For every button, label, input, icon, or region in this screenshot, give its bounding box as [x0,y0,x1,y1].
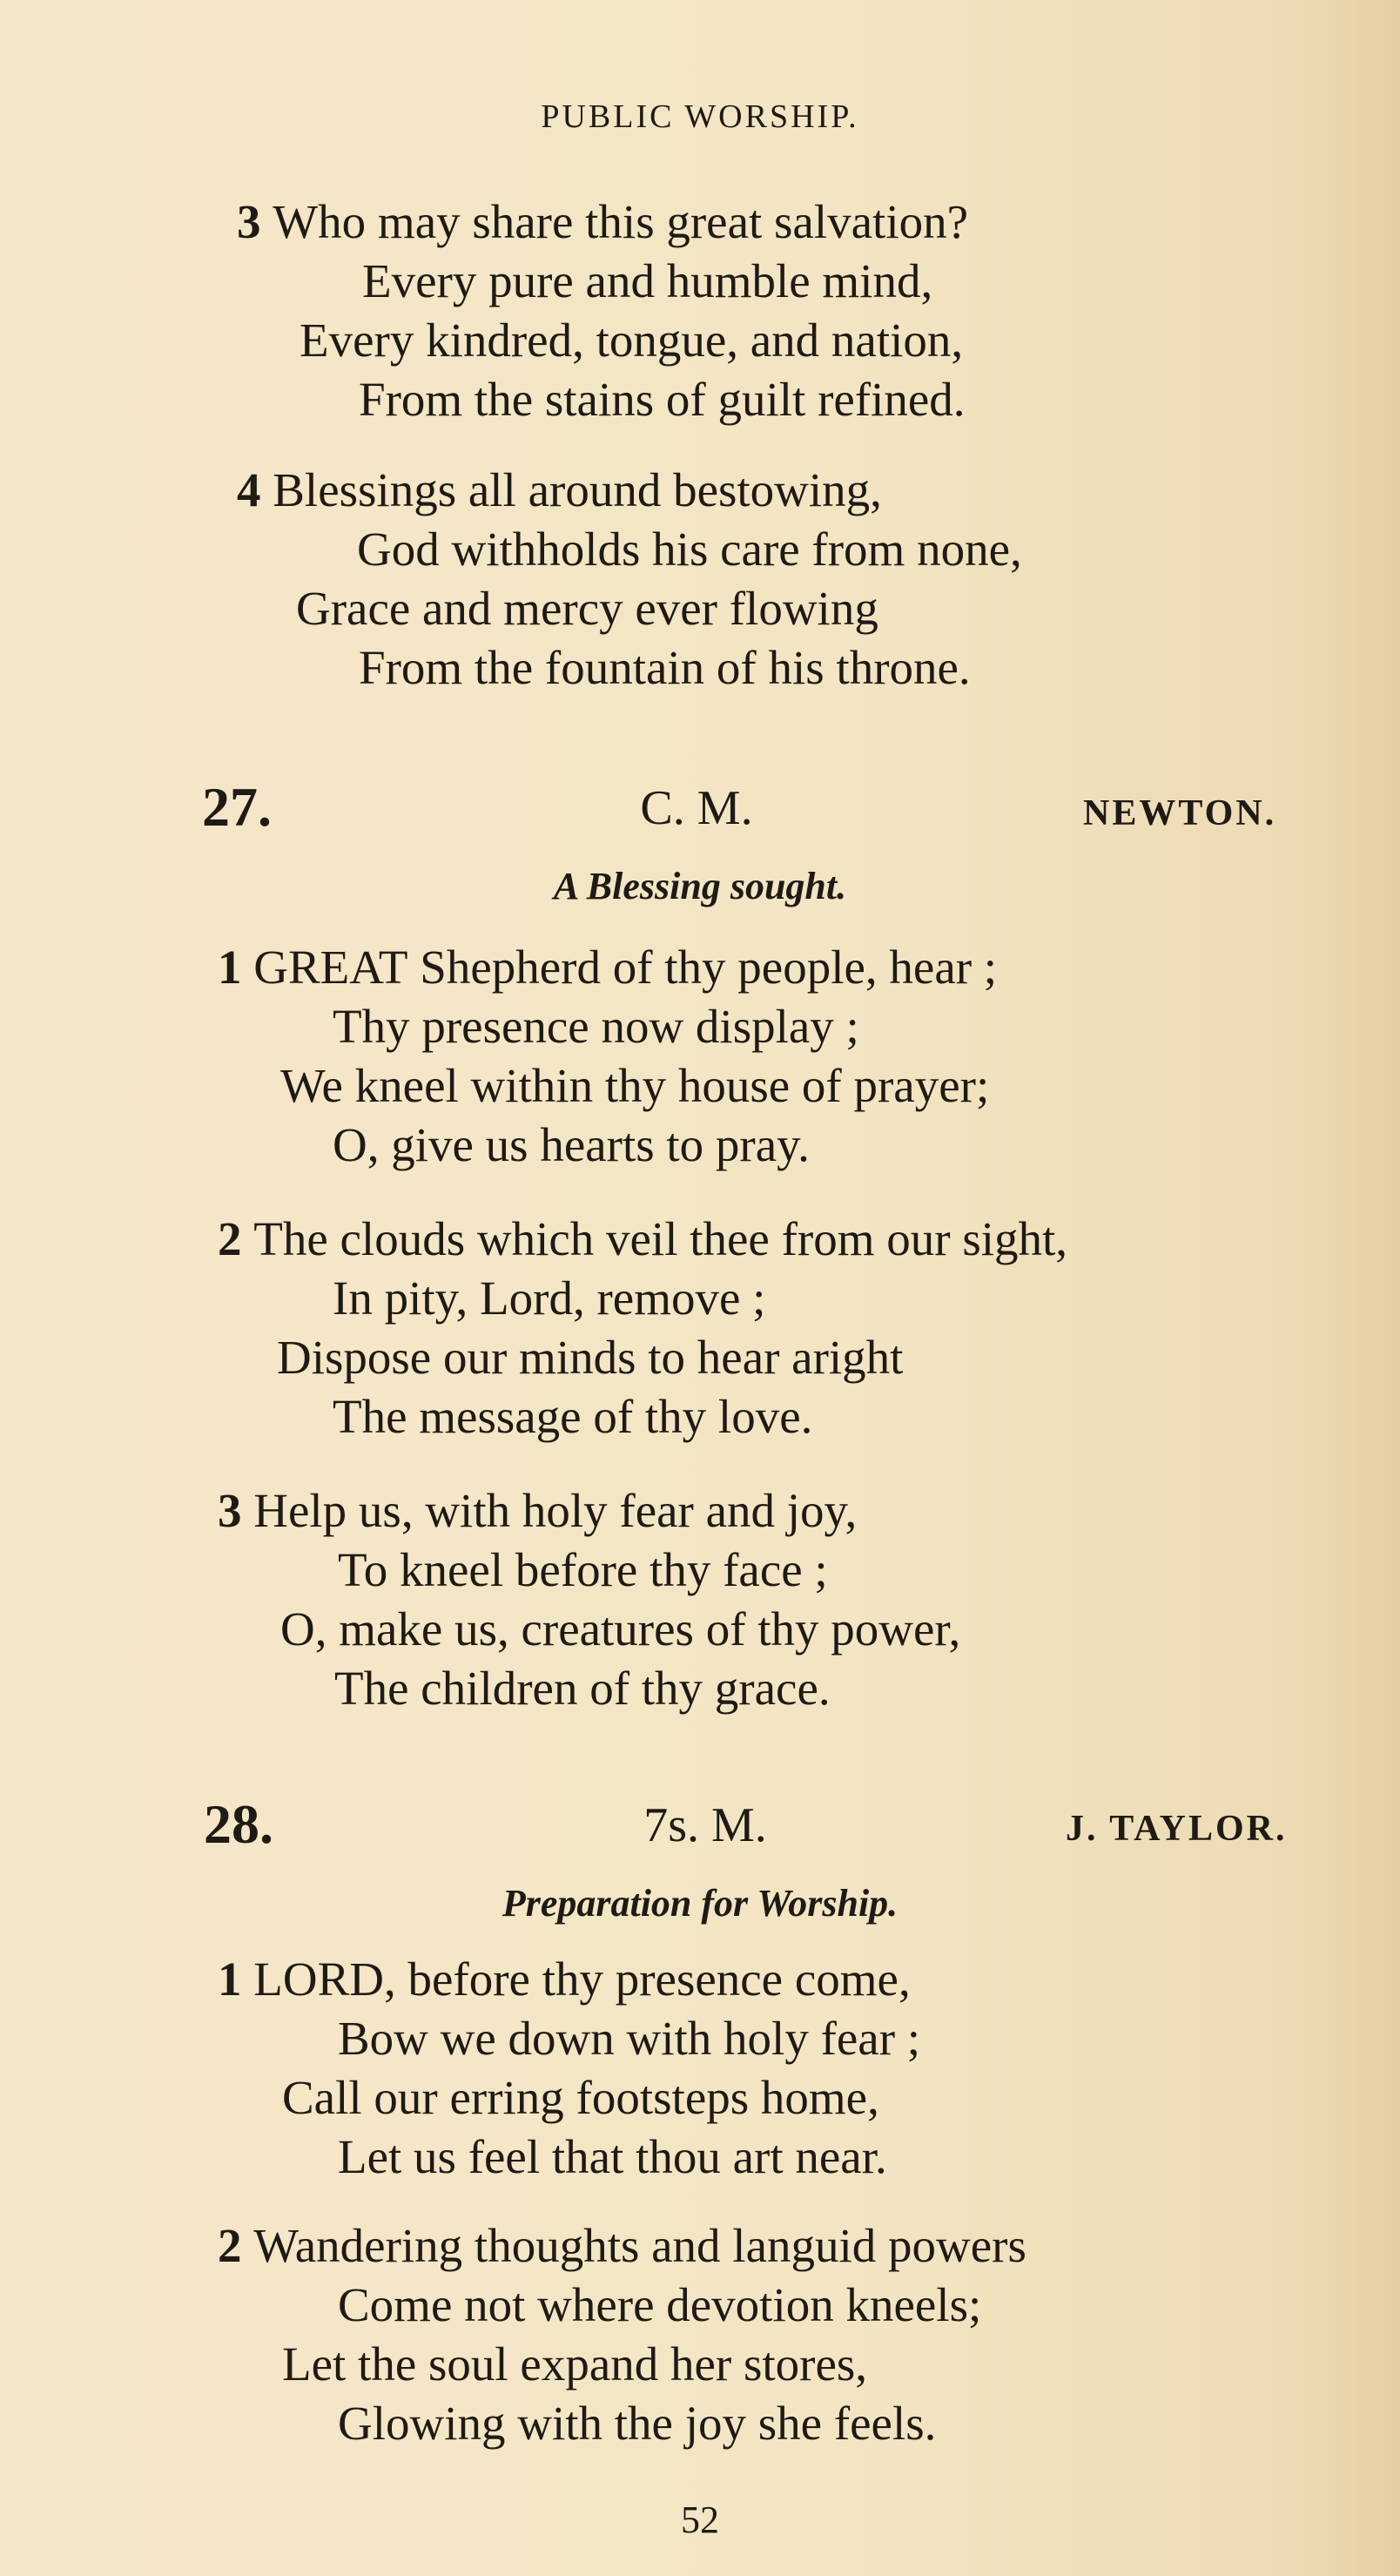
verse-line: We kneel within thy house of prayer; [280,1059,990,1112]
verse-line [218,2217,1026,2275]
verse-text: Blessings all around bestowing, [273,463,882,516]
verse-line: From the fountain of his throne. [359,641,971,694]
verse-text: Who may share this great salvation? [273,195,969,248]
verse-number: 2 [218,2219,242,2272]
verse-number: 2 [218,1212,242,1265]
verse-first-word: LORD [253,1952,384,2006]
verse-text: Shepherd of thy people, hear ; [407,941,998,994]
verse-line: Every kindred, tongue, and nation, [300,314,964,367]
verse-line [218,1951,911,2008]
verse-line: The children of thy grace. [334,1662,831,1715]
verse-line: From the stains of guilt refined. [359,373,966,426]
verse-line: Grace and mercy ever flowing [296,582,878,635]
verse-line: Thy presence now display ; [333,1000,859,1053]
verse-line: O, make us, creatures of thy power, [280,1602,961,1656]
verse-number: 1 [218,1952,242,2006]
verse-line: Let the soul expand her stores, [282,2337,868,2391]
verse-line: O, give us hearts to pray. [333,1118,810,1171]
verse-line: God withholds his care from none, [357,523,1022,576]
verse-number: 3 [237,195,261,248]
verse-number: 1 [218,941,242,994]
verse-line: Call our erring footsteps home, [282,2071,879,2124]
verse-number: 3 [218,1484,242,1537]
hymn-title: Preparation for Worship. [501,1882,899,1925]
verse-line: In pity, Lord, remove ; [333,1271,766,1325]
running-header: PUBLIC WORSHIP. [541,98,859,135]
verse-line: To kneel before thy face ; [338,1543,828,1596]
verse-line [237,193,968,251]
hymn-title: A Blessing sought. [553,865,847,907]
verse-line: The message of thy love. [333,1390,813,1443]
hymn-meter: C. M. [640,781,753,835]
verse-text: Help us, with holy fear and joy, [253,1484,858,1537]
verse-line [218,1482,857,1540]
verse-first-word: GREAT [253,941,408,994]
hymn-number: 28. [204,1793,273,1855]
verse-line [218,939,997,996]
verse-line: Dispose our minds to hear aright [277,1331,904,1384]
verse-text: Wandering thoughts and languid powers [253,2219,1026,2272]
verse-line: Bow we down with holy fear ; [338,2012,921,2065]
verse-line: Glowing with the joy she feels. [338,2397,937,2450]
hymn-author: J. TAYLOR. [1066,1809,1288,1849]
verse-line: Come not where devotion kneels; [338,2278,982,2331]
verse-text: , before thy presence come, [383,1952,911,2006]
verse-number: 4 [237,463,261,516]
verse-line [218,1210,1067,1268]
verse-line [237,462,882,519]
hymn-meter: 7s. M. [643,1798,767,1852]
verse-text: The clouds which veil thee from our sight, [253,1212,1068,1265]
verse-line: Every pure and humble mind, [362,254,933,307]
verse-line: Let us feel that thou art near. [338,2130,887,2183]
hymn-number: 27. [202,776,272,838]
page-number: 52 [681,2498,719,2541]
hymn-author: NEWTON. [1083,793,1277,833]
